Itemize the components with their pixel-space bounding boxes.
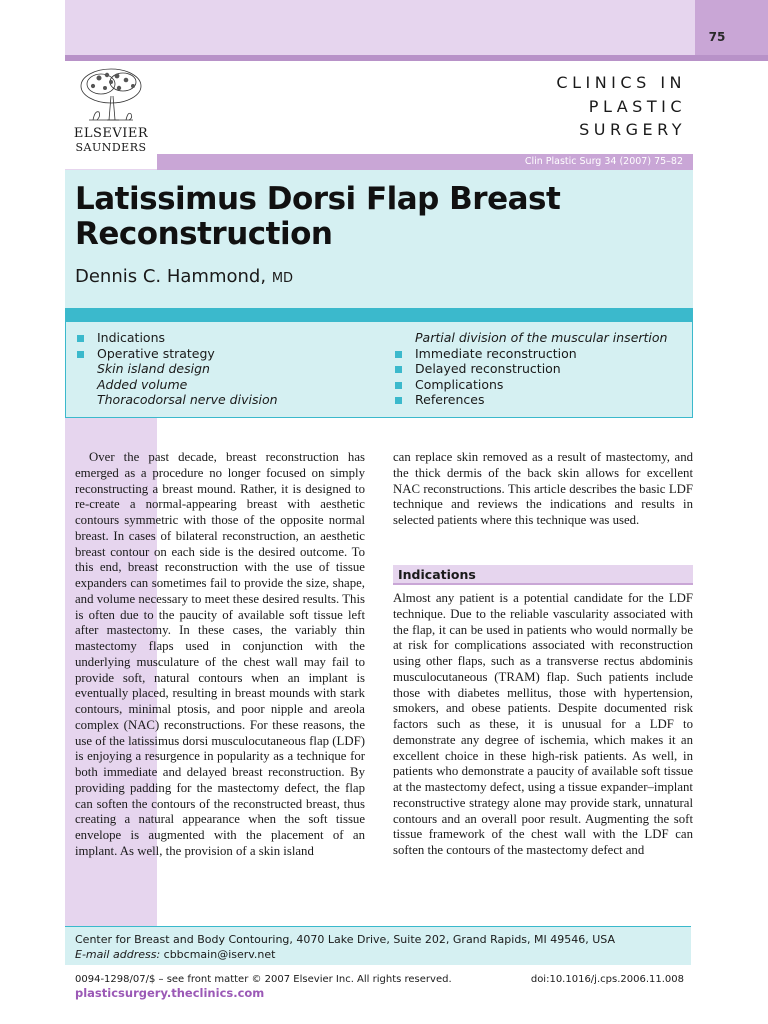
- copyright-notice: 0094-1298/07/$ – see front matter © 2007 Elsevier Inc. All rights reserved.: [75, 974, 452, 985]
- journal-title-line3: SURGERY: [579, 120, 686, 139]
- body-paragraph: Over the past decade, breast reconstruction has emerged as a procedure no longer focused on simply reconstructing a breast mound. Rather, it is designed to re-create a normal-appearing breast with aesthetic contours symmetric with those of the opposite normal breast. In cases of bilateral reconstruction, an aesthetic breast contour on each side is the desired outcome. To this end, breast reconstruction with the use of tissue expanders can sometimes fail to provide the size, shape, and volume necessary to meet these desired results. This is often due to the paucity of available soft tissue left after mastectomy. In these cases, the variably thin mastectomy flaps used in conjunction with the underlying musculature of the chest wall may fail to provide soft, natural contours when an implant is eventually placed, resulting in breast mounds with stark contours, minimal ptosis, and poor nipple and areola complex (NAC) reconstructions. For these reasons, the use of the latissimus dorsi musculocutaneous flap (LDF) is enjoying a resurgence in popularity as a technique for both immediate and delayed breast reconstruction. By providing padding for the mastectomy defect, the flap can soften the contours of the reconstructed breast, thus creating a natural appearance when the soft tissue envelope is augmented with the placement of an implant. As well, the provision of a skin island: [75, 450, 365, 858]
- citation-bar: [157, 154, 693, 170]
- body-column-left: [75, 450, 365, 860]
- publisher-imprint: SAUNDERS: [75, 141, 147, 154]
- doi-link[interactable]: doi:10.1016/j.cps.2006.11.008: [530, 974, 684, 985]
- outline-item: Indications: [75, 330, 278, 346]
- outline-subitem: Thoracodorsal nerve division: [97, 392, 278, 407]
- section-heading: [393, 565, 693, 585]
- body-column-right-top: [393, 450, 693, 529]
- body-column-right-section: [393, 591, 693, 859]
- author-line: [75, 266, 293, 287]
- journal-title-line1: CLINICS IN: [556, 73, 686, 92]
- outline-item: Delayed reconstruction: [393, 361, 667, 377]
- email-label: E-mail address:: [75, 948, 161, 961]
- journal-title-line2: PLASTIC: [588, 97, 686, 116]
- tree-logo-icon: [71, 66, 149, 126]
- outline-subitem: Partial division of the muscular insertion: [415, 330, 668, 345]
- outline-subitem: Skin island design: [97, 361, 210, 376]
- author-name: Dennis C. Hammond,: [75, 266, 267, 287]
- article-title: [75, 182, 675, 252]
- affiliation-address: Center for Breast and Body Contouring, 4070 Lake Drive, Suite 202, Grand Rapids, MI 49546, USA: [75, 933, 615, 946]
- journal-citation: Clin Plastic Surg 34 (2007) 75–82: [524, 156, 683, 167]
- page-number: 75: [708, 30, 726, 44]
- outline-item: Operative strategy: [75, 346, 278, 362]
- article-title-line1: Latissimus Dorsi Flap Breast: [75, 181, 561, 217]
- body-paragraph: Almost any patient is a potential candidate for the LDF technique. Due to the reliable vascularity associated with the flap, it can be used in patients who would normally be at risk for complications associated with reconstruction using other flaps, such as a transverse rectus abdominis musculocutaneous (TRAM) flap. Such patients include those with diabetes mellitus, those with hypertension, smokers, and obese patients. Despite documented risk factors such as these, it is unusual for a LDF to demonstrate any degree of ischemia, which makes it an excellent choice in these high-risk patients. As well, in patients who demonstrate a paucity of available soft tissue at the mastectomy defect, using a tissue expander–implant reconstructive strategy alone may provide stark, unnatural contours and an overall poor result. Augmenting the soft tissue framework of the chest wall with the LDF can soften the contours of the mastectomy defect and: [393, 591, 693, 857]
- affiliation-email-line: [75, 948, 275, 961]
- email-link[interactable]: cbbcmain@iserv.net: [163, 948, 276, 961]
- section-heading-text: Indications: [398, 567, 476, 582]
- outline-top-bar: [65, 308, 693, 322]
- publisher-name: ELSEVIER: [73, 126, 149, 141]
- outline-left-column: [75, 330, 278, 408]
- body-paragraph: can replace skin removed as a result of mastectomy, and the thick dermis of the back skin allows for excellent NAC reconstructions. This article describes the basic LDF technique and reviews the indications and results in selected patients where this technique was used.: [393, 450, 693, 527]
- page-number-tab: [695, 0, 768, 55]
- outline-right-column: [393, 330, 667, 408]
- outline-item: References: [393, 392, 667, 408]
- outline-item: Complications: [393, 377, 667, 393]
- outline-item: Immediate reconstruction: [393, 346, 667, 362]
- header-band: [65, 0, 695, 55]
- author-degree: MD: [271, 271, 294, 286]
- website-link[interactable]: plasticsurgery.theclinics.com: [75, 986, 265, 1000]
- article-title-line2: Reconstruction: [75, 216, 333, 252]
- outline-subitem: Added volume: [97, 376, 188, 392]
